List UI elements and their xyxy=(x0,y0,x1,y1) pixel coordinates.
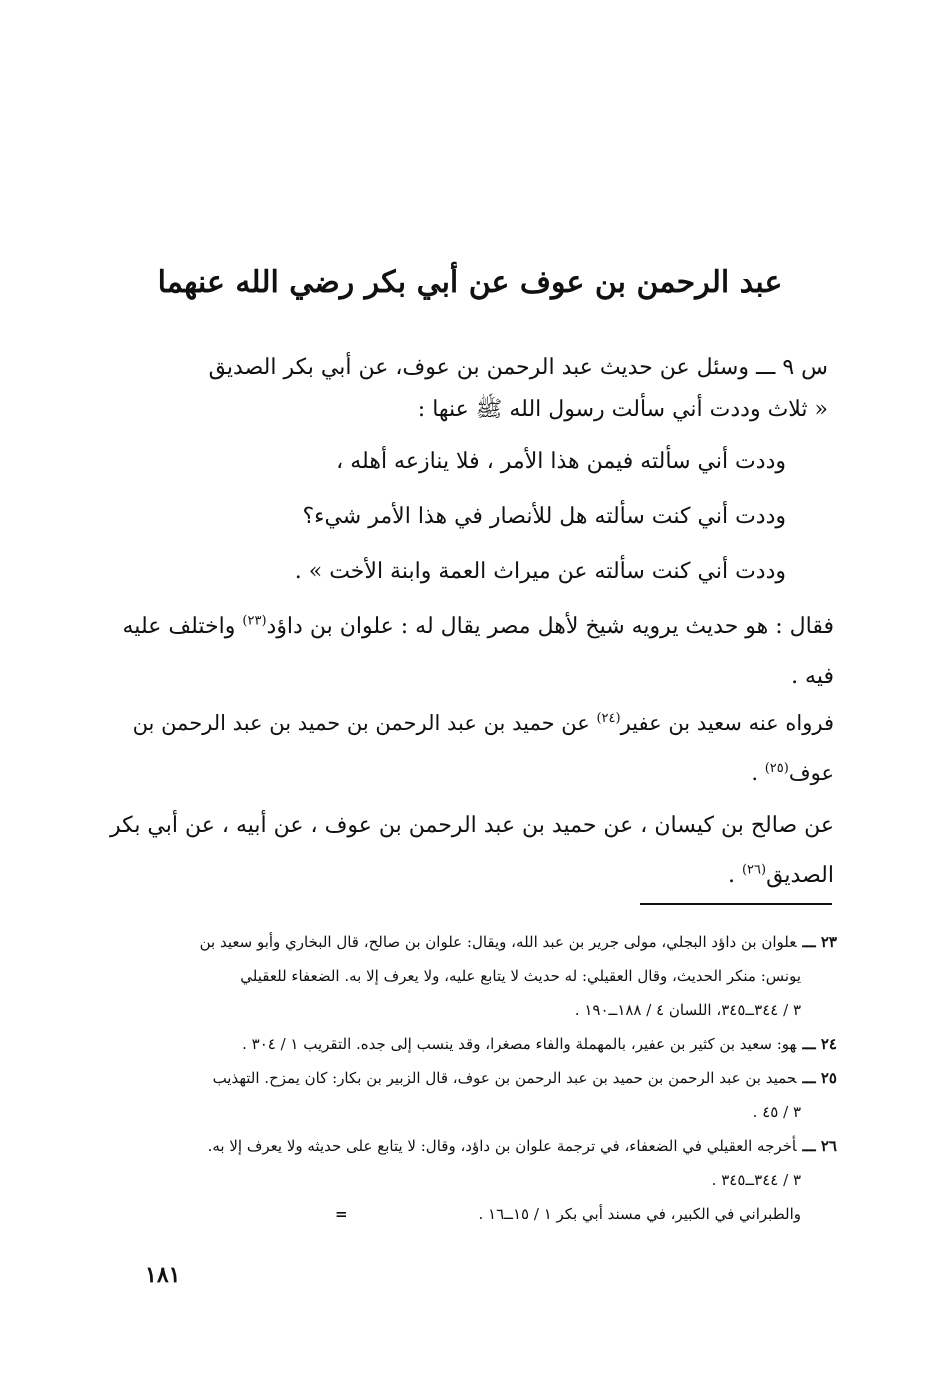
alt-chain-tail: . xyxy=(727,863,742,888)
hadith-line-2: وددت أني كنت سألته هل للأنصار في هذا الأمر شيء؟ xyxy=(302,504,786,529)
hadith-line-1: وددت أني سألته فيمن هذا الأمر ، فلا ينازعه أهله ، xyxy=(336,449,786,474)
alt-chain-line-1: عن صالح بن كيسان ، عن حميد بن عبد الرحمن بن عوف ، عن أبيه ، عن أبي بكر xyxy=(110,813,834,838)
footnote-ref-25: (٢٥) xyxy=(764,761,789,776)
footnote-23 xyxy=(145,925,837,1027)
chapter-title: عبد الرحمن بن عوف عن أبي بكر رضي الله عنهما xyxy=(157,265,783,300)
main-text xyxy=(110,352,834,910)
footnotes xyxy=(145,925,837,1231)
hadith-line-3: وددت أني كنت سألته عن ميراث العمة وابنة الأخت » . xyxy=(294,559,786,584)
footnote-24-number: ٢٤ ـــ xyxy=(802,1035,837,1053)
footnote-ref-24: (٢٤) xyxy=(596,711,621,726)
footnote-24-line-1 xyxy=(145,1027,837,1061)
footnote-ref-23: (٢٣) xyxy=(242,613,267,629)
footnote-25-line-2: ٣ / ٤٥ . xyxy=(752,1103,801,1121)
footnote-24-text: هو: سعيد بن كثير بن عفير، بالمهملة والفاء مصغرا، وقد ينسب إلى جده. التقريب ١ / ٣٠٤ . xyxy=(242,1035,797,1053)
footnote-26-number: ٢٦ ـــ xyxy=(802,1137,837,1155)
riwaya-tail: عن حميد بن عبد الرحمن بن حميد بن عبد الرحمن بن xyxy=(132,711,597,735)
footnote-25-line-1 xyxy=(145,1061,837,1095)
answer-tail: واختلف عليه xyxy=(122,614,243,639)
riwaya-2-text: عوف xyxy=(788,761,834,785)
footnote-26 xyxy=(145,1129,837,1231)
riwaya-2-tail: . xyxy=(751,761,765,785)
footnote-separator xyxy=(640,903,832,905)
footnote-26-text: أخرجه العقيلي في الضعفاء، في ترجمة علوان بن داؤد، وقال: لا يتابع على حديثه ولا يعرف إلا به. xyxy=(207,1137,797,1155)
footnote-26-line-2: ٣ / ٣٤٤ــ٣٤٥ . xyxy=(711,1171,801,1189)
footnote-25-text: حميد بن عبد الرحمن بن حميد بن عبد الرحمن بن عوف، قال الزبير بن بكار: كان يمزح. التهذيب xyxy=(212,1069,797,1087)
riwaya-line-1 xyxy=(132,708,834,758)
footnote-23-line-3: ٣ / ٣٤٤ــ٣٤٥، اللسان ٤ / ١٨٨ــ١٩٠ . xyxy=(574,1001,801,1019)
footnote-ref-26: (٢٦) xyxy=(741,862,767,878)
footnote-23-number: ٢٣ ـــ xyxy=(802,933,837,951)
footnote-23-text: علوان بن داؤد البجلي، مولى جرير بن عبد الله، ويقال: علوان بن صالح، قال البخاري وأبو سعيد بن xyxy=(199,933,797,951)
footnote-26-text-3: والطبراني في الكبير، في مسند أبي بكر ١ / ١٥ــ١٦ . xyxy=(478,1205,801,1223)
riwaya-text: فرواه عنه سعيد بن عفير xyxy=(620,711,834,735)
page-number: ١٨١ xyxy=(145,1262,181,1288)
answer-line-2: فيه . xyxy=(791,664,834,689)
riwaya-line-2 xyxy=(138,758,834,810)
continuation-mark: = xyxy=(335,1205,348,1223)
footnote-24 xyxy=(145,1027,837,1061)
footnote-23-line-1 xyxy=(145,925,837,959)
alt-chain-text: الصديق xyxy=(766,863,834,888)
question-line-2: « ثلاث وددت أني سألت رسول الله ﷺ عنها : xyxy=(417,397,828,422)
answer-text: فقال : هو حديث يرويه شيخ لأهل مصر يقال له : علوان بن داؤد xyxy=(266,614,834,639)
answer-line-1 xyxy=(122,611,834,661)
footnote-23-line-2: يونس: منكر الحديث، وقال العقيلي: له حديث لا يتابع عليه، ولا يعرف إلا به. الضعفاء للعقيلي xyxy=(240,967,801,985)
footnote-25 xyxy=(145,1061,837,1129)
footnote-25-number: ٢٥ ـــ xyxy=(802,1069,837,1087)
footnote-26-line-3 xyxy=(145,1197,837,1231)
footnote-26-line-1 xyxy=(145,1129,837,1163)
question-line-1: س ٩ ـــ وسئل عن حديث عبد الرحمن بن عوف، عن أبي بكر الصديق xyxy=(208,355,828,380)
